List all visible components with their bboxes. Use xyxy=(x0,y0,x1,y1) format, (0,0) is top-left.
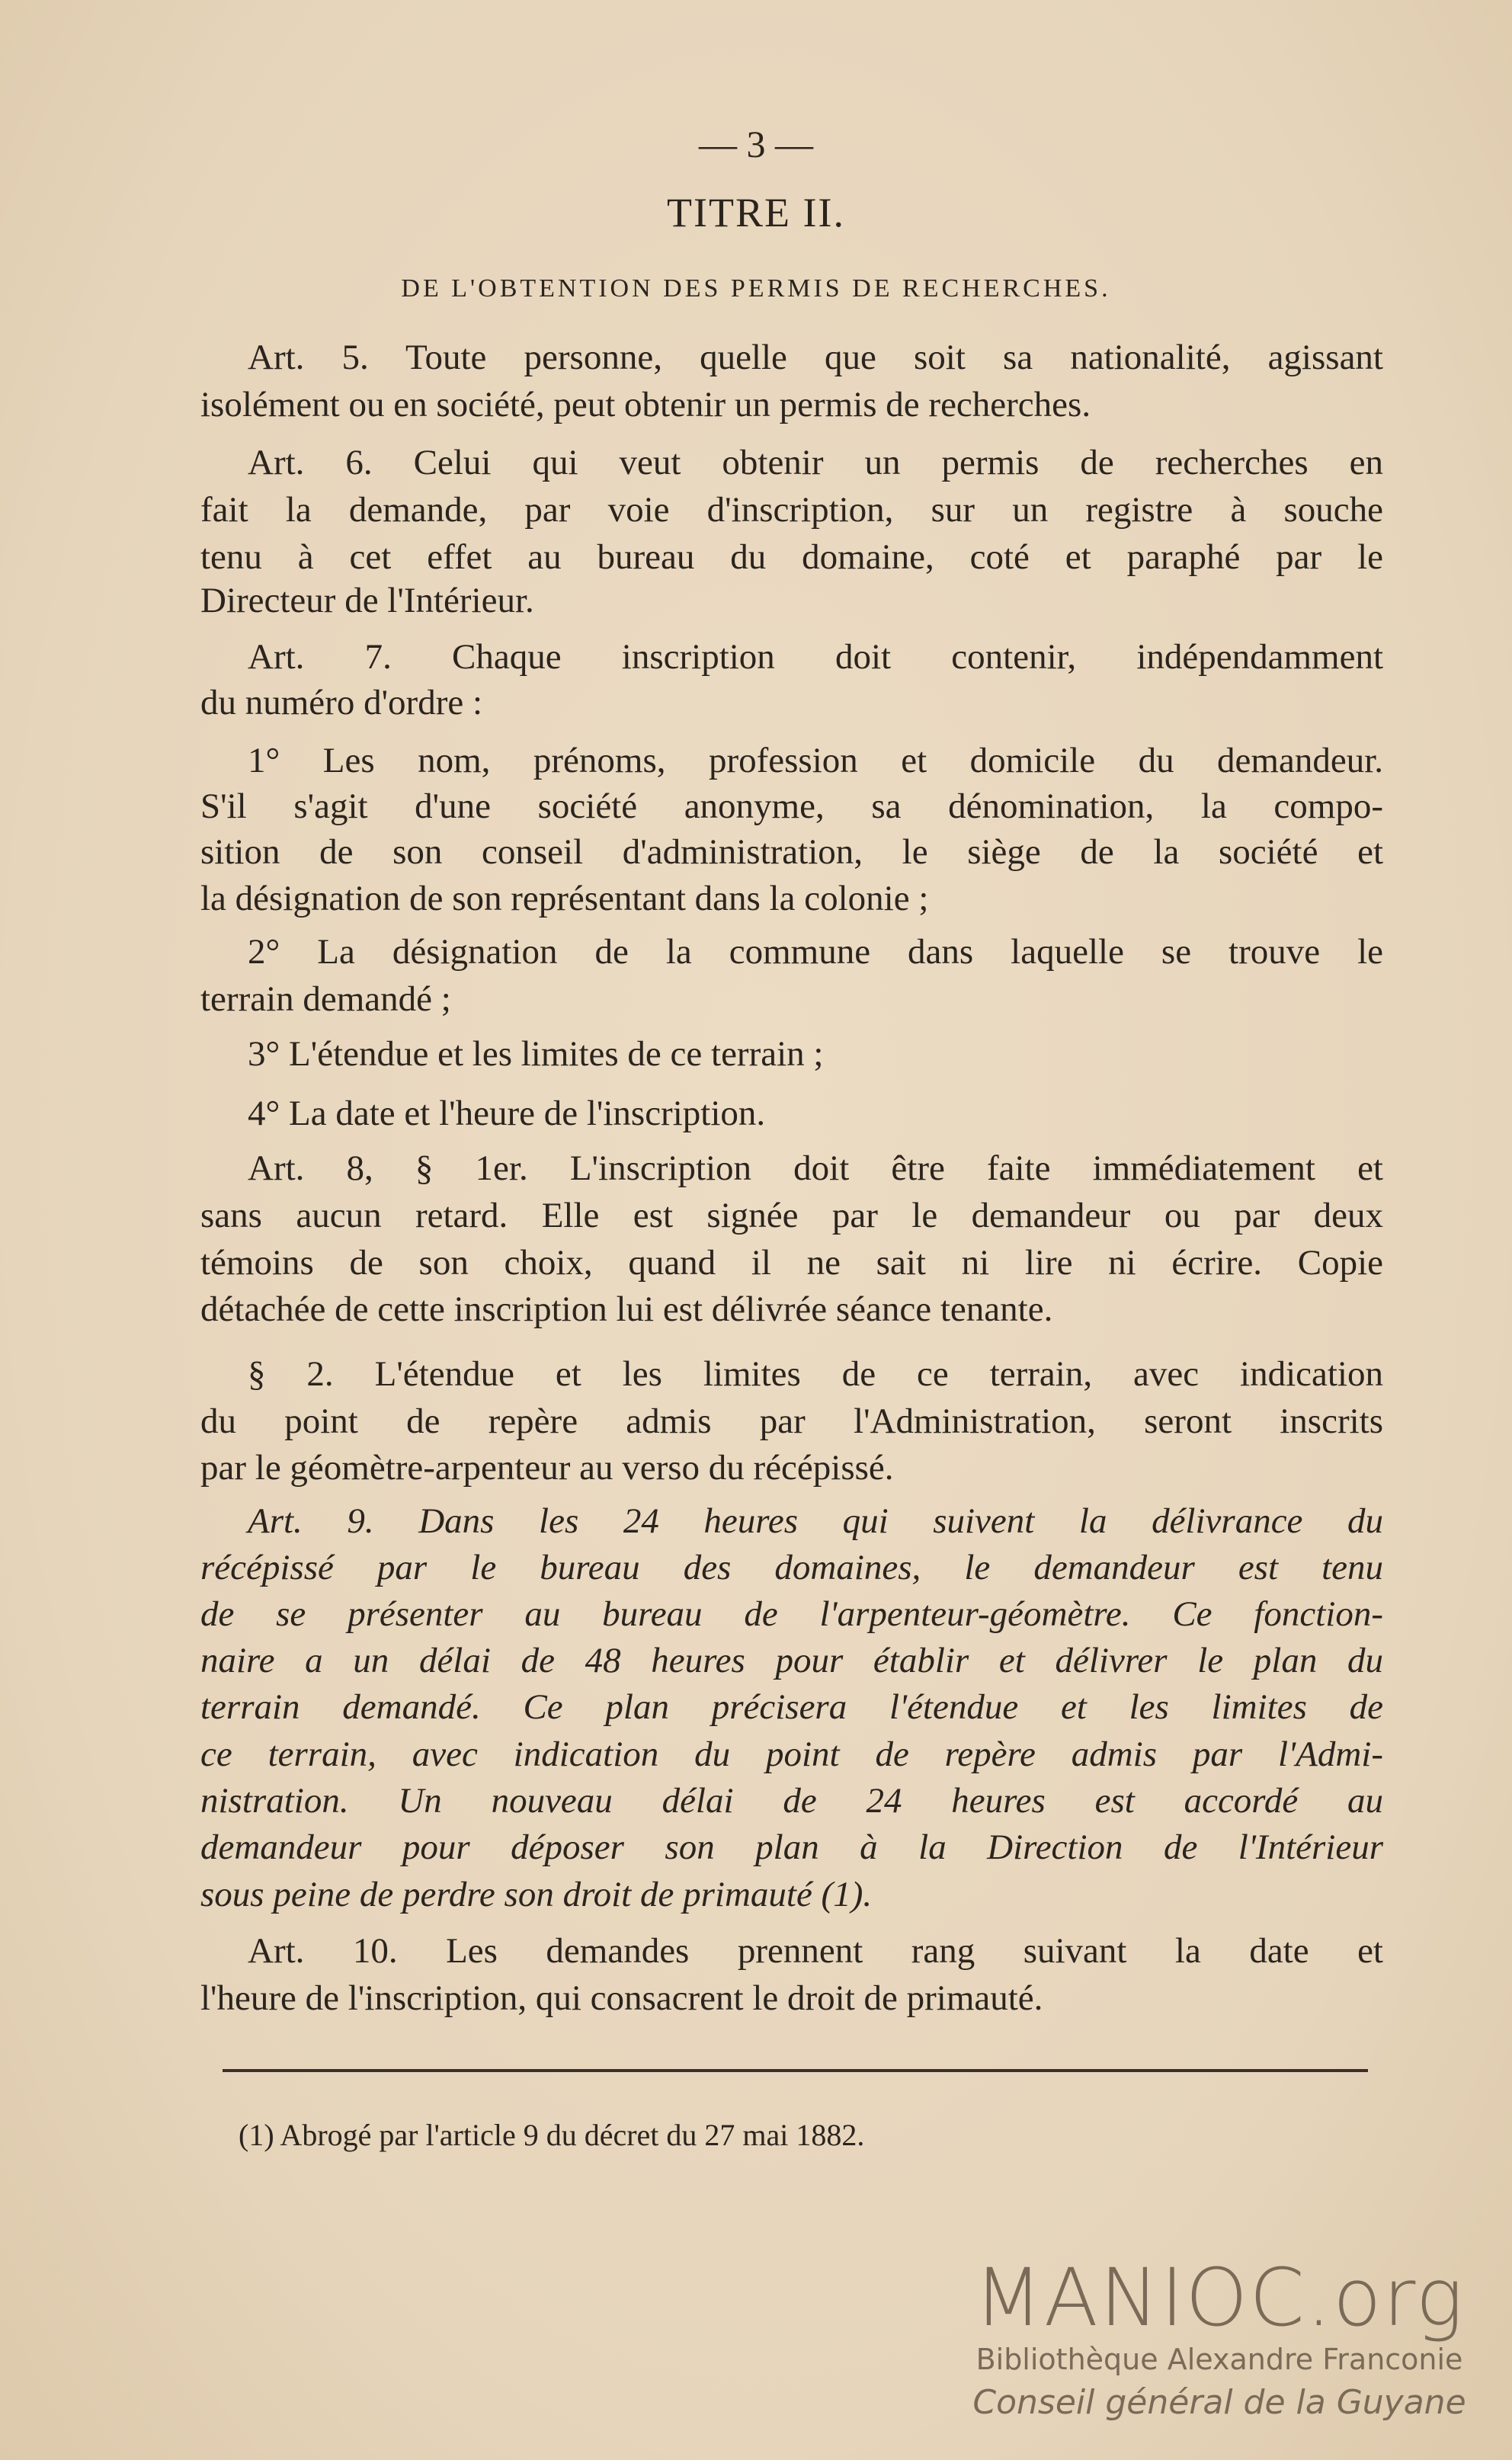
watermark-library: Bibliothèque Alexandre Franconie xyxy=(975,2343,1463,2376)
text-line: isolément ou en société, peut obtenir un permis de recherches. xyxy=(200,385,1091,424)
text-line: nistration. Un nouveau délai de 24 heures est accordé au xyxy=(200,1781,1383,1821)
text-line: S'il s'agit d'une société anonyme, sa dénomination, la compo- xyxy=(200,786,1383,826)
section-subtitle: DE L'OBTENTION DES PERMIS DE RECHERCHES. xyxy=(401,274,1111,303)
text-line: tenu à cet effet au bureau du domaine, coté et paraphé par le xyxy=(200,537,1383,577)
text-line: 3° L'étendue et les limites de ce terrain ; xyxy=(248,1034,824,1074)
manioc-watermark xyxy=(956,2251,1482,2426)
text-line: naire a un délai de 48 heures pour établir et délivrer le plan du xyxy=(200,1641,1383,1680)
text-line: ce terrain, avec indication du point de repère admis par l'Admi- xyxy=(200,1734,1383,1774)
text-line: du point de repère admis par l'Administration, seront inscrits xyxy=(200,1401,1383,1441)
text-line: par le géomètre-arpenteur au verso du récépissé. xyxy=(200,1448,894,1488)
text-line: Art. 7. Chaque inscription doit contenir, indépendamment xyxy=(248,637,1383,677)
text-line: 1° Les nom, prénoms, profession et domicile du demandeur. xyxy=(248,741,1383,780)
footnote: (1) Abrogé par l'article 9 du décret du 27 mai 1882. xyxy=(239,2118,865,2152)
text-line: Art. 6. Celui qui veut obtenir un permis de recherches en xyxy=(248,443,1383,482)
text-line: terrain demandé ; xyxy=(200,979,451,1019)
footnote-divider xyxy=(223,2069,1368,2072)
text-line: demandeur pour déposer son plan à la Direction de l'Intérieur xyxy=(200,1827,1383,1867)
text-line: 2° La désignation de la commune dans laquelle se trouve le xyxy=(248,932,1383,972)
text-line: sans aucun retard. Elle est signée par le demandeur ou par deux xyxy=(200,1196,1383,1235)
watermark-council: Conseil général de la Guyane xyxy=(972,2383,1466,2422)
text-line: récépissé par le bureau des domaines, le demandeur est tenu xyxy=(200,1548,1383,1587)
text-line: sition de son conseil d'administration, le siège de la société et xyxy=(200,832,1383,872)
text-line: Art. 10. Les demandes prennent rang suivant la date et xyxy=(248,1931,1383,1971)
text-line: de se présenter au bureau de l'arpenteur-géomètre. Ce fonction- xyxy=(200,1594,1383,1634)
text-line: Art. 5. Toute personne, quelle que soit sa nationalité, agissant xyxy=(248,338,1383,377)
page-number: — 3 — xyxy=(699,123,813,165)
text-line: sous peine de perdre son droit de primauté (1). xyxy=(200,1875,873,1914)
text-line: détachée de cette inscription lui est délivrée séance tenante. xyxy=(200,1289,1053,1329)
text-line: Directeur de l'Intérieur. xyxy=(200,581,534,620)
text-line: 4° La date et l'heure de l'inscription. xyxy=(248,1094,766,1133)
watermark-name: MANIOC.org xyxy=(974,2251,1465,2344)
text-line: terrain demandé. Ce plan précisera l'étendue et les limites de xyxy=(200,1687,1383,1727)
text-line: Art. 8, § 1er. L'inscription doit être faite immédiatement et xyxy=(248,1148,1383,1188)
text-line: témoins de son choix, quand il ne sait ni lire ni écrire. Copie xyxy=(200,1243,1383,1283)
text-line: la désignation de son représentant dans la colonie ; xyxy=(200,879,929,918)
text-line: l'heure de l'inscription, qui consacrent le droit de primauté. xyxy=(200,1978,1043,2018)
text-line: § 2. L'étendue et les limites de ce terrain, avec indication xyxy=(248,1354,1383,1394)
text-line: fait la demande, par voie d'inscription, sur un registre à souche xyxy=(200,490,1383,530)
text-line: du numéro d'ordre : xyxy=(200,683,483,722)
text-line: Art. 9. Dans les 24 heures qui suivent la délivrance du xyxy=(248,1501,1383,1541)
section-title: TITRE II. xyxy=(667,190,845,235)
